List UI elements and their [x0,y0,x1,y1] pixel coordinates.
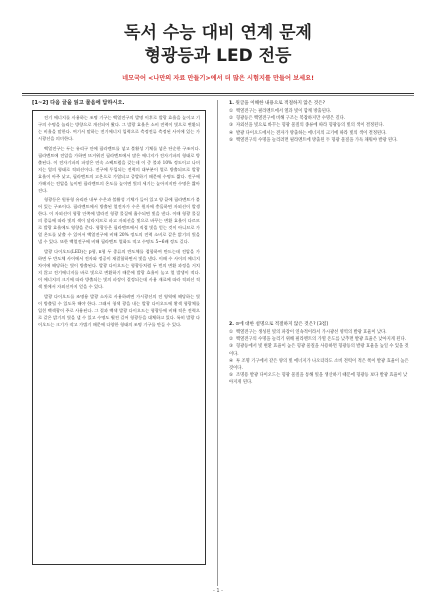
passage-paragraph: 발광 다이오드를 조명용 발광 소자로 사용하려면 가시광선의 전 영역에 해당하는 빛이 방출될 수 있도록 해야 한다. 그래서 청색 광을 내는 발광 다이오드에 황색 형광체를 입힌 백색광이 주로 사용된다. 그 결과 백색 발광 다이오드는 형광등에 비해 적은 전력으로 같은 밝기의 빛을 낼 수 있고 수명도 훨씬 길어 형광등을 대체하고 있다. 특히 발광 다이오드는 크기가 작고 가볍기 때문에 다양한 형태의 조명 기구를 만들 수 있다. [38,294,200,328]
document-header [0,22,436,82]
passage-paragraph: 전기 에너지를 사용하는 조명 기구는 백열전구의 발명 이후로 발광 효율을 높이고 기구의 수명을 늘리는 방향으로 개선되어 왔다. 그 발광 효율은 소비 전력이 빛으로 변환되는 비율을 말한다. 여기서 말하는 전기에너지 입력으로 측정전류 측정된 사이에 있는 가시광선을 의미한다. [38,116,200,142]
choice-item[interactable] [229,108,409,115]
passage-paragraph: 형광등은 원통형 유리관 내부 수은과 불활성 기체가 들어 있고 양 끝에 필라멘트가 붙어 있는 구조이다. 필라멘트에서 방출된 열전자가 수은 원자에 충돌하면 자외선이 발생한다. 이 자외선이 형광 안쪽에 발라진 형광 물질에 흡수되면 빛을 낸다. 이때 형광 물질의 종류에 따라 빛의 색이 달라지므로 파고 자외선을 빛으로 바꾸는 변환 효율이 다르므로 발광 효율에도 영향을 준다. 형광등은 필라멘트에서 직접 빛을 얻는 것이 아니므로 가열 온도를 낮출 수 있어서 백열전구에 비해 20% 정도의 전력 소비로 같은 밝기의 빛을 낼 수 있다. 또한 백열전구에 비해 필라멘트 열화도 적고 수명도 5~6배 정도 길다. [38,198,200,246]
question-2 [229,321,409,387]
passage-box [32,110,206,565]
choice-item[interactable] [229,329,409,336]
choice-item[interactable] [229,115,409,122]
choice-item[interactable] [229,336,409,343]
choice-marker: ② [229,116,233,122]
choice-marker: ③ [229,123,233,129]
choice-text: 자외선을 빛으로 바꾸는 형광 물질의 종류에 따라 형광등의 빛의 색이 결정된다. [236,123,384,129]
choice-text: 발광 다이오드에서는 전자가 방출하는 에너지의 크기에 따라 빛의 색이 결정된다. [236,130,387,136]
choice-text: 투 조명 기구에서 같은 양의 빛 에너지가 나오더라도 소비 전력이 적은 쪽이 발광 효율이 높은 것이다. [229,358,409,372]
choice-item[interactable] [229,130,409,137]
choice-marker: ④ [229,130,233,136]
choice-text: 형광등에서 빛 변환 효율이 높은 형광 물질을 사용하면 형광등의 발광 효율을 높일 수 있을 것이다. [229,344,409,357]
choice-marker: ⑤ [229,137,233,143]
choice-marker: ① [229,330,233,335]
passage-instruction: [1~2] 다음 글을 읽고 물음에 답하시오. [32,100,125,106]
choice-text: 조명용 발광 다이오드는 형광 물질을 통해 빛을 생산하기 때문에 형광등 보다 발광 효율이 낮아지게 된다. [229,373,408,386]
choice-item[interactable] [229,122,409,129]
choice-text: 백열전구의 수명을 늘리기 위해 필라멘트의 가열 온도를 낮추면 발광 효율은 낮아지게 된다. [236,337,406,343]
passage-paragraph: 백열전구는 두는 유리구 안에 필라멘트를 넣고 불활성 기체를 넣은 단순한 구조이다. 필라멘트에 전압을 가하면 뜨거워진 필라멘트에서 많은 에너지가 전자기파의 형태로 방출된다. 이 전자기파의 파장은 연속 스펙트럼을 갖는데 이 중 불과 10% 정도이고 나머지는 열의 형태로 적외선이다. 전구에 투입되는 전력의 대부분이 열로 방출되므로 발광 효율이 아주 낮고, 필라멘트의 고온으로 가열되고 증발하기 때문에 수명도 짧다. 전구에 가해지는 전압을 높이면 필라멘트의 온도를 높이면 빛의 세기는 높아지지만 수명은 짧아진다. [38,146,200,194]
question-number: 2. [229,322,234,327]
choice-list [229,108,409,144]
document-title-line1: 독서 수능 대비 연계 문제 [124,23,312,43]
promo-subtitle: 네모국어 <나만의 자료 만들기>에서 더 많은 시험지를 만들어 보세요! [122,75,314,82]
question-stem [229,321,409,328]
page-number: - 1 - [213,588,223,594]
header-divider [22,93,414,94]
question-stem [229,100,409,107]
choice-marker: ③ [229,344,233,350]
choice-marker: ② [229,337,233,343]
choice-list [229,329,409,387]
question-text: ⊙에 대한 설명으로 적절하지 않은 것은? [3점] [235,322,328,327]
document-title-line2: 형광등과 LED 전등 [144,46,292,66]
header-divider-thin [22,95,414,96]
question-text: 윗글을 이해한 내용으로 적절하지 않은 것은? [235,101,326,106]
choice-text: 백열전구는 필라멘트에서 열과 빛이 함께 방출된다. [236,109,332,114]
question-1 [229,100,409,144]
choice-item[interactable] [229,343,409,357]
choice-item[interactable] [229,358,409,372]
question-number: 1. [229,101,234,106]
choice-text: 백열전구는 생성된 빛의 파장이 연속적이라서 가시광선 영역의 발광 효율이 낮다. [236,330,387,335]
choice-text: 형광등은 백열전구에 비해 구조는 복잡하지만 수명은 길다. [236,116,346,122]
choice-item[interactable] [229,137,409,144]
passage-column [32,100,206,582]
column-divider [217,100,218,586]
choice-marker: ⑤ [229,373,233,379]
choice-text: 백열전구의 수명을 늘리려면 필라멘트에 방출된 두 형광 물질을 가득 채워야 발광 된다. [236,137,398,143]
choice-marker: ④ [229,358,233,364]
choice-marker: ① [229,109,233,114]
passage-paragraph: 발광 다이오드(LED)는 p형, n형 두 종류의 반도체를 접합하여 만드는데 전압을 가하면 두 반도체 사이에서 전자와 정공이 재결합하면서 빛을 낸다. 이때 수 사이의 에너지 차이에 해당하는 빛이 방출된다. 발광 다이오드는 형광등처럼 두 번의 변환 과정을 거치지 않고 전기에너지를 바로 빛으로 변환하기 때문에 발광 효율이 높고 열 발생이 적다. 이 에너지의 크기에 따라 방출되는 빛의 파장이 결정되는데 사용 재료에 따라 적외선 적색 빛에서 자외선까지 얻을 수 있다. [38,250,200,290]
choice-item[interactable] [229,372,409,386]
